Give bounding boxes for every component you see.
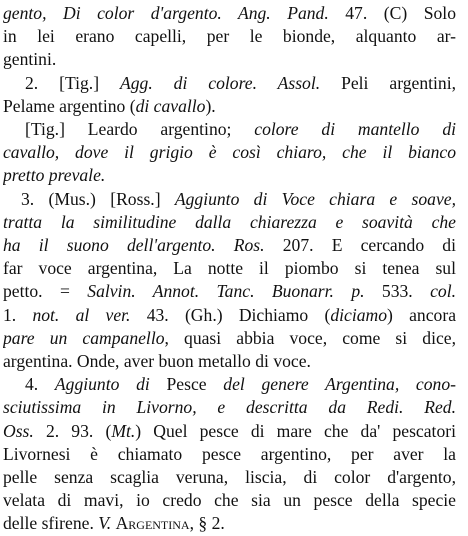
definition-italic: gento, Di color d'argento. Ang. Pand. <box>3 3 329 23</box>
citation-text: 533. <box>364 281 431 302</box>
definition-italic: Aggiunto di <box>54 374 150 395</box>
text-line: tratta la similitudine dalla chiarezza e soavità che <box>3 211 456 232</box>
sense-number: 4. <box>25 374 55 395</box>
source-italic: Oss. <box>3 420 34 441</box>
text-line <box>3 327 456 350</box>
entry-continuation <box>3 2 456 72</box>
text-line <box>3 304 456 327</box>
text-line: argentina. Onde, aver buon metallo di voce. <box>3 351 311 372</box>
citation-text: 207. E cercando di <box>264 235 456 256</box>
cross-ref-italic: V. <box>98 513 112 534</box>
headword-inline: Pesce <box>149 374 224 395</box>
example-text: Pelame argentino ( <box>3 95 136 116</box>
gloss-italic: diciamo <box>330 304 388 325</box>
source-italic: not. al ver. <box>32 304 131 325</box>
sense-tig <box>3 118 456 188</box>
text-line: far voce argentina, La notte il piombo si tenea sul <box>3 258 456 279</box>
citation-text: 2. 93. ( <box>33 420 112 441</box>
text-line <box>3 420 456 443</box>
text-line: pelle senza scaglia veruna, liscia, di color d'argento, <box>3 467 456 488</box>
text-line: gentini. <box>3 49 57 70</box>
example-text: [Tig.] Leardo argentino; <box>25 119 255 140</box>
text-line: velata di mavi, io credo che sia un pesce della specie <box>3 490 456 511</box>
text-line <box>3 95 456 118</box>
example-text: Peli argentini, <box>320 72 456 93</box>
text-line <box>3 188 456 211</box>
citation-text: 47. (C) Solo <box>328 3 456 23</box>
sense-2 <box>3 72 456 118</box>
sense-4 <box>3 373 456 535</box>
sense-3 <box>3 188 456 374</box>
source-italic: col. <box>430 281 456 302</box>
text-line <box>3 234 456 257</box>
sense-number: 2. [Tig.] <box>25 72 120 93</box>
citation-text: petto. = <box>3 281 88 302</box>
source-italic: Salvin. Annot. Tanc. Buonarr. p. <box>87 281 365 302</box>
gloss-italic: di cavallo <box>135 95 206 116</box>
text-line: pretto prevale. <box>3 165 106 186</box>
text-line: Livornesi è chiamato pesce argentino, per aver la <box>3 443 456 464</box>
citation-text: 43. (Gh.) Dichiamo ( <box>130 304 331 325</box>
punctuation: ). <box>205 95 216 116</box>
citation-text: , quasi abbia voce, come si dice, <box>164 327 456 348</box>
text-line <box>3 373 456 396</box>
definition-italic: colore di mantello di <box>254 119 456 140</box>
definition-italic: ha il suono dell'argento. Ros. <box>3 235 265 256</box>
citation-text: ) Quel pesce di mare che da' pescatori <box>135 420 456 441</box>
example-italic: pare un campanello <box>3 327 165 348</box>
text-line <box>3 118 456 141</box>
text-line <box>3 2 456 25</box>
definition-italic: Agg. di colore. Assol. <box>120 72 321 93</box>
text-line: in lei erano capelli, per le bionde, alquanto ar- <box>3 26 456 47</box>
text-line: sciutissima in Livorno, e descritta da Redi. Red. <box>3 397 456 418</box>
text-line <box>3 512 456 535</box>
text-line <box>3 280 456 303</box>
citation-text: 1. <box>3 304 33 325</box>
citation-text: ) ancora <box>387 304 456 325</box>
definition-italic: del genere Argentina, cono- <box>223 374 456 395</box>
citation-text: delle sfirene. <box>3 513 99 534</box>
text-line: cavallo, dove il grigio è così chiaro, che il bianco <box>3 142 456 163</box>
cross-ref-link: Argentina <box>115 513 190 534</box>
text-line <box>3 72 456 95</box>
definition-italic: Aggiunto di Voce chiara e soave, <box>174 188 456 209</box>
source-italic: Mt. <box>111 420 136 441</box>
sense-number: 3. (Mus.) [Ross.] <box>21 188 175 209</box>
citation-text: , § 2. <box>189 513 225 534</box>
